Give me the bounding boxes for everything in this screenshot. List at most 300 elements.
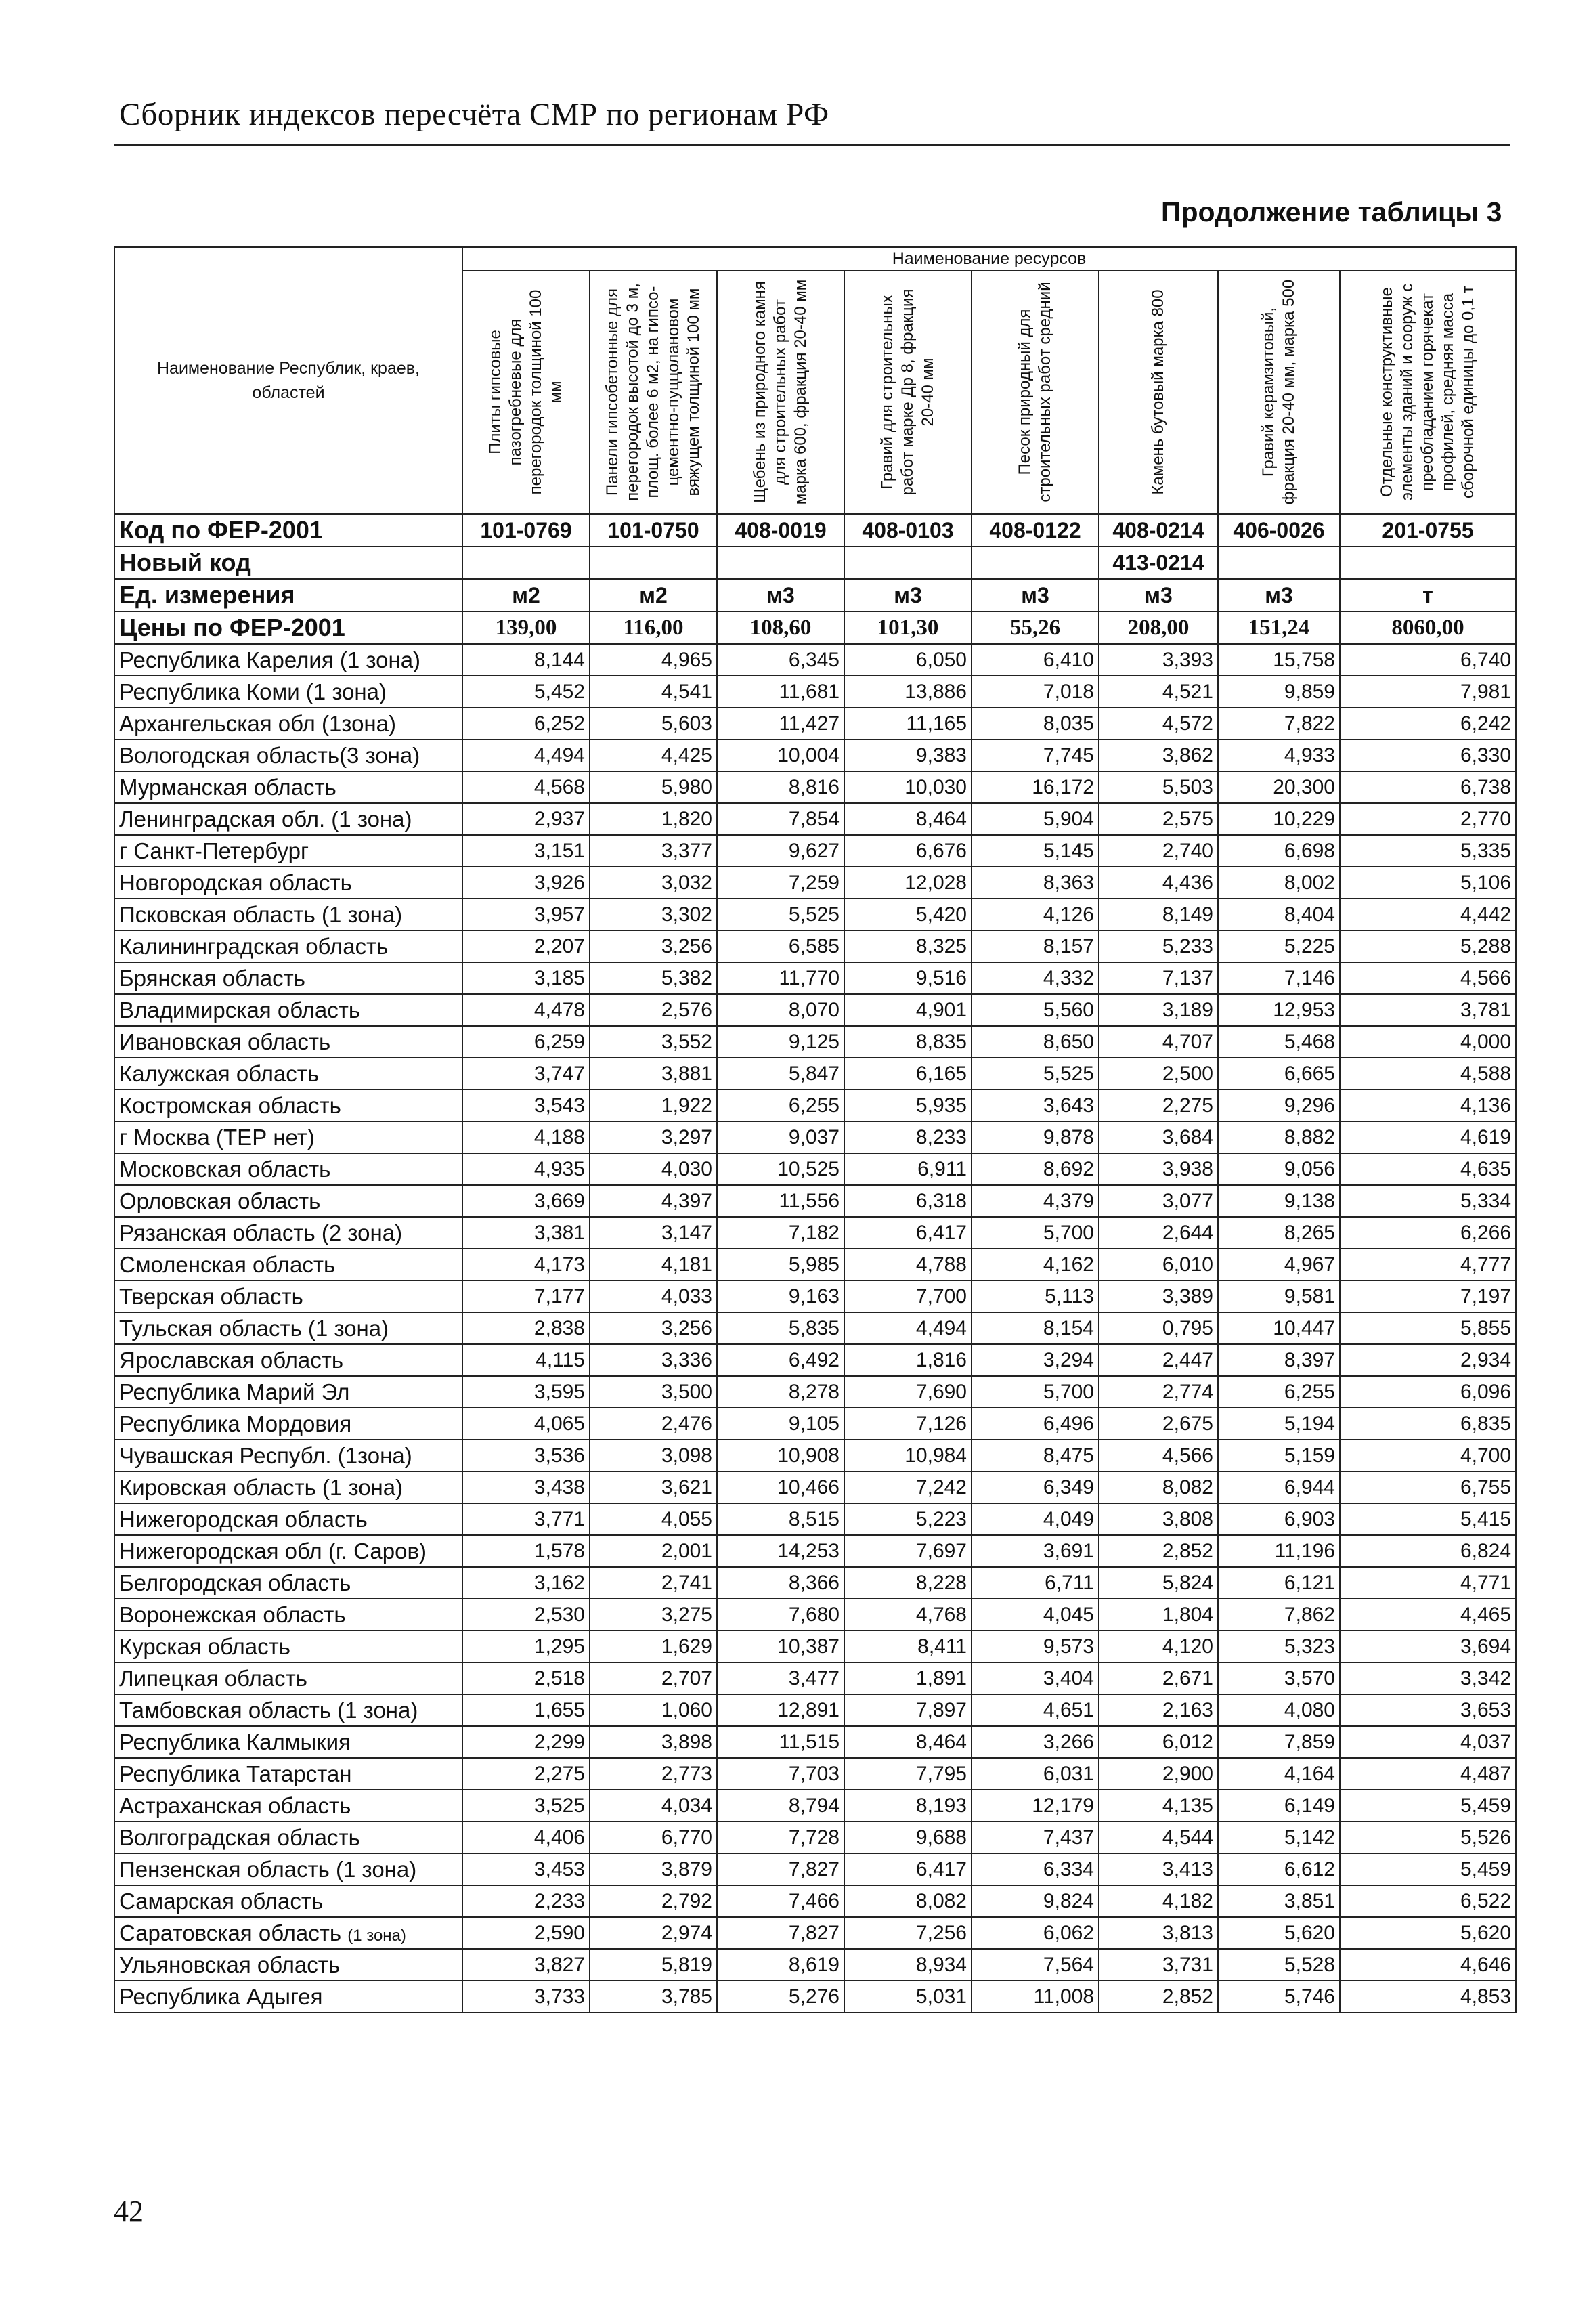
table-row	[114, 1217, 1516, 1249]
index-value: 12,179	[972, 1790, 1099, 1822]
new-code-cell	[1340, 546, 1516, 579]
index-value: 3,147	[590, 1217, 717, 1249]
index-value: 3,275	[590, 1599, 717, 1631]
index-value: 3,294	[972, 1344, 1099, 1376]
region-name-text: Пензенская область (1 зона)	[119, 1856, 417, 1882]
index-value: 4,332	[972, 962, 1099, 994]
index-value: 4,588	[1340, 1058, 1516, 1090]
table-row	[114, 1885, 1516, 1917]
index-value: 8,464	[844, 1726, 972, 1758]
region-name	[114, 1344, 462, 1376]
index-value: 2,518	[462, 1662, 590, 1694]
index-value: 8,464	[844, 803, 972, 835]
fer-price-cell: 151,24	[1218, 611, 1340, 644]
index-value: 3,077	[1099, 1185, 1218, 1217]
index-value: 4,635	[1340, 1153, 1516, 1185]
index-value: 3,185	[462, 962, 590, 994]
index-value: 4,933	[1218, 739, 1340, 771]
index-value: 9,859	[1218, 676, 1340, 708]
index-value: 5,334	[1340, 1185, 1516, 1217]
index-value: 3,881	[590, 1058, 717, 1090]
index-value: 8,835	[844, 1026, 972, 1058]
region-name-text: Республика Карелия (1 зона)	[119, 647, 421, 672]
table-row	[114, 930, 1516, 962]
fer-code-cell: 408-0214	[1099, 514, 1218, 546]
table-row	[114, 1440, 1516, 1471]
index-value: 8,366	[717, 1567, 844, 1599]
index-value: 9,056	[1218, 1153, 1340, 1185]
table-row	[114, 1949, 1516, 1981]
index-value: 7,182	[717, 1217, 844, 1249]
index-value: 5,746	[1218, 1981, 1340, 2013]
fer-code-cell: 201-0755	[1340, 514, 1516, 546]
index-value: 9,296	[1218, 1090, 1340, 1121]
index-value: 4,566	[1340, 962, 1516, 994]
index-value: 8,475	[972, 1440, 1099, 1471]
index-value: 2,671	[1099, 1662, 1218, 1694]
index-value: 5,288	[1340, 930, 1516, 962]
index-value: 11,770	[717, 962, 844, 994]
region-name	[114, 1885, 462, 1917]
index-value: 6,349	[972, 1471, 1099, 1503]
index-value: 4,707	[1099, 1026, 1218, 1058]
index-value: 3,342	[1340, 1662, 1516, 1694]
region-name	[114, 1535, 462, 1567]
region-name	[114, 994, 462, 1026]
index-value: 10,387	[717, 1631, 844, 1662]
resource-column-header	[972, 270, 1099, 514]
index-value: 12,028	[844, 867, 972, 899]
index-value: 4,120	[1099, 1631, 1218, 1662]
index-value: 8,325	[844, 930, 972, 962]
region-name	[114, 962, 462, 994]
index-value: 4,000	[1340, 1026, 1516, 1058]
region-name	[114, 1662, 462, 1694]
region-column-header: Наименование Республик, краев, областей	[114, 247, 462, 514]
index-value: 16,172	[972, 771, 1099, 803]
region-name-text: Мурманская область	[119, 774, 336, 800]
fer-code-cell: 408-0122	[972, 514, 1099, 546]
index-value: 2,207	[462, 930, 590, 962]
index-value: 4,967	[1218, 1249, 1340, 1281]
index-value: 3,552	[590, 1026, 717, 1058]
fer-price-cell: 8060,00	[1340, 611, 1516, 644]
index-value: 3,684	[1099, 1121, 1218, 1153]
table-row	[114, 1790, 1516, 1822]
table-row	[114, 1758, 1516, 1790]
region-name	[114, 708, 462, 739]
header-rule	[114, 144, 1510, 146]
index-value: 7,728	[717, 1822, 844, 1853]
index-value: 1,060	[590, 1694, 717, 1726]
index-value: 4,853	[1340, 1981, 1516, 2013]
index-value: 8,397	[1218, 1344, 1340, 1376]
table-row	[114, 1853, 1516, 1885]
index-value: 2,838	[462, 1312, 590, 1344]
index-value: 3,862	[1099, 739, 1218, 771]
region-name	[114, 1376, 462, 1408]
index-value: 1,922	[590, 1090, 717, 1121]
region-name	[114, 1567, 462, 1599]
index-value: 7,137	[1099, 962, 1218, 994]
region-name	[114, 1121, 462, 1153]
region-name	[114, 1694, 462, 1726]
index-value: 3,032	[590, 867, 717, 899]
index-value: 2,773	[590, 1758, 717, 1790]
index-value: 4,164	[1218, 1758, 1340, 1790]
index-value: 2,644	[1099, 1217, 1218, 1249]
table-row	[114, 803, 1516, 835]
index-value: 3,808	[1099, 1503, 1218, 1535]
index-value: 5,503	[1099, 771, 1218, 803]
index-value: 9,383	[844, 739, 972, 771]
index-value: 5,452	[462, 676, 590, 708]
region-name-text: Республика Коми (1 зона)	[119, 679, 387, 704]
index-value: 6,165	[844, 1058, 972, 1090]
table-row	[114, 1185, 1516, 1217]
index-value: 6,031	[972, 1758, 1099, 1790]
unit-cell: т	[1340, 579, 1516, 611]
index-value: 8,265	[1218, 1217, 1340, 1249]
row-label: Код по ФЕР-2001	[114, 514, 462, 546]
region-name	[114, 644, 462, 676]
table-row	[114, 867, 1516, 899]
index-value: 8,002	[1218, 867, 1340, 899]
region-name-text: Белгородская область	[119, 1570, 351, 1595]
index-value: 1,578	[462, 1535, 590, 1567]
table-row	[114, 835, 1516, 867]
region-name-text: Республика Адыгея	[119, 1983, 323, 2009]
region-name	[114, 1058, 462, 1090]
resource-column-header	[590, 270, 717, 514]
running-header: Сборник индексов пересчёта СМР по регионам РФ	[119, 97, 829, 132]
index-value: 4,768	[844, 1599, 972, 1631]
resource-column-header	[717, 270, 844, 514]
index-value: 7,897	[844, 1694, 972, 1726]
index-value: 2,447	[1099, 1344, 1218, 1376]
index-value: 3,643	[972, 1090, 1099, 1121]
resource-name: Песок природный для строительных работ средний	[1016, 282, 1054, 502]
index-value: 2,675	[1099, 1408, 1218, 1440]
index-value: 4,521	[1099, 676, 1218, 708]
index-value: 10,447	[1218, 1312, 1340, 1344]
index-value: 4,572	[1099, 708, 1218, 739]
index-value: 3,570	[1218, 1662, 1340, 1694]
index-value: 4,777	[1340, 1249, 1516, 1281]
region-name-text: Ивановская область	[119, 1029, 331, 1054]
table-row	[114, 1535, 1516, 1567]
resource-column-header	[462, 270, 590, 514]
index-value: 8,233	[844, 1121, 972, 1153]
index-value: 10,908	[717, 1440, 844, 1471]
table-row	[114, 676, 1516, 708]
index-value: 6,698	[1218, 835, 1340, 867]
index-value: 3,771	[462, 1503, 590, 1535]
table-row	[114, 1917, 1516, 1949]
index-value: 6,522	[1340, 1885, 1516, 1917]
index-value: 3,926	[462, 867, 590, 899]
fer-price-cell: 108,60	[717, 611, 844, 644]
resources-group-header: Наименование ресурсов	[462, 247, 1516, 270]
index-value: 3,266	[972, 1726, 1099, 1758]
index-value: 8,144	[462, 644, 590, 676]
index-value: 5,700	[972, 1217, 1099, 1249]
index-value: 6,417	[844, 1217, 972, 1249]
row-label: Ед. измерения	[114, 579, 462, 611]
region-name-text: Республика Марий Эл	[119, 1379, 350, 1404]
index-value: 2,530	[462, 1599, 590, 1631]
index-value: 8,650	[972, 1026, 1099, 1058]
region-name-text: Калининградская область	[119, 933, 389, 959]
table-row	[114, 1726, 1516, 1758]
index-value: 6,010	[1099, 1249, 1218, 1281]
new-code-cell	[590, 546, 717, 579]
index-value: 9,163	[717, 1281, 844, 1312]
index-value: 5,031	[844, 1981, 972, 2013]
index-value: 7,827	[717, 1853, 844, 1885]
unit-cell: м3	[972, 579, 1099, 611]
index-value: 9,516	[844, 962, 972, 994]
fer-price-cell: 139,00	[462, 611, 590, 644]
index-value: 6,149	[1218, 1790, 1340, 1822]
unit-cell: м3	[844, 579, 972, 611]
index-value: 2,707	[590, 1662, 717, 1694]
table-row	[114, 739, 1516, 771]
index-value: 4,379	[972, 1185, 1099, 1217]
index-value: 5,526	[1340, 1822, 1516, 1853]
index-value: 4,045	[972, 1599, 1099, 1631]
region-name-text: Вологодская область(3 зона)	[119, 742, 420, 768]
index-value: 6,334	[972, 1853, 1099, 1885]
region-name	[114, 1758, 462, 1790]
index-value: 3,151	[462, 835, 590, 867]
fer-code-cell: 101-0769	[462, 514, 590, 546]
index-value: 2,500	[1099, 1058, 1218, 1090]
index-value: 3,453	[462, 1853, 590, 1885]
index-value: 6,252	[462, 708, 590, 739]
region-name	[114, 1217, 462, 1249]
index-value: 4,173	[462, 1249, 590, 1281]
index-value: 5,847	[717, 1058, 844, 1090]
index-value: 8,363	[972, 867, 1099, 899]
table-row	[114, 1471, 1516, 1503]
index-value: 7,981	[1340, 676, 1516, 708]
fer-code-cell: 406-0026	[1218, 514, 1340, 546]
index-value: 3,595	[462, 1376, 590, 1408]
index-value: 4,115	[462, 1344, 590, 1376]
index-value: 14,253	[717, 1535, 844, 1567]
index-value: 1,655	[462, 1694, 590, 1726]
index-value: 7,177	[462, 1281, 590, 1312]
row-label: Цены по ФЕР-2001	[114, 611, 462, 644]
region-name	[114, 676, 462, 708]
index-value: 2,476	[590, 1408, 717, 1440]
index-value: 6,259	[462, 1026, 590, 1058]
index-value: 3,393	[1099, 644, 1218, 676]
region-name	[114, 899, 462, 930]
table-row	[114, 1631, 1516, 1662]
region-name-text: Ленинградская обл. (1 зона)	[119, 806, 412, 832]
index-value: 5,194	[1218, 1408, 1340, 1440]
index-value: 8,404	[1218, 899, 1340, 930]
region-name	[114, 1440, 462, 1471]
index-value: 4,049	[972, 1503, 1099, 1535]
index-value: 9,037	[717, 1121, 844, 1153]
index-value: 9,581	[1218, 1281, 1340, 1312]
index-value: 6,770	[590, 1822, 717, 1853]
region-name	[114, 1249, 462, 1281]
resource-column-header	[1099, 270, 1218, 514]
index-value: 7,745	[972, 739, 1099, 771]
new-code-cell	[717, 546, 844, 579]
index-value: 13,886	[844, 676, 972, 708]
index-value: 2,275	[1099, 1090, 1218, 1121]
index-value: 20,300	[1218, 771, 1340, 803]
region-name	[114, 1408, 462, 1440]
index-value: 8,816	[717, 771, 844, 803]
fer-code-cell: 408-0103	[844, 514, 972, 546]
index-value: 5,980	[590, 771, 717, 803]
index-value: 7,466	[717, 1885, 844, 1917]
index-value: 5,159	[1218, 1440, 1340, 1471]
region-name-text: Нижегородская обл (г. Саров)	[119, 1538, 427, 1564]
table-row	[114, 1121, 1516, 1153]
index-value: 6,012	[1099, 1726, 1218, 1758]
index-value: 10,525	[717, 1153, 844, 1185]
index-value: 3,669	[462, 1185, 590, 1217]
table-row	[114, 1026, 1516, 1058]
region-name	[114, 1822, 462, 1853]
index-value: 6,665	[1218, 1058, 1340, 1090]
table-row	[114, 1662, 1516, 1694]
index-value: 11,008	[972, 1981, 1099, 2013]
index-value: 15,758	[1218, 644, 1340, 676]
index-value: 6,266	[1340, 1217, 1516, 1249]
resource-name: Щебень из природного камня для строительных работ марка 600, фракция 20-40 мм	[751, 279, 810, 505]
index-value: 4,080	[1218, 1694, 1340, 1726]
index-value: 4,494	[462, 739, 590, 771]
index-value: 5,525	[972, 1058, 1099, 1090]
index-value: 4,442	[1340, 899, 1516, 930]
region-name-text: Тульская область (1 зона)	[119, 1315, 389, 1341]
region-name	[114, 1281, 462, 1312]
table-row	[114, 644, 1516, 676]
resource-column-header	[1340, 270, 1516, 514]
index-value: 3,785	[590, 1981, 717, 2013]
index-value: 6,676	[844, 835, 972, 867]
region-name-text: Смоленская область	[119, 1251, 336, 1277]
fer-code-row	[114, 514, 1516, 546]
region-name-text: Московская область	[119, 1156, 331, 1182]
index-value: 9,878	[972, 1121, 1099, 1153]
index-value: 2,275	[462, 1758, 590, 1790]
index-value: 5,145	[972, 835, 1099, 867]
region-name-text: Архангельская обл (1зона)	[119, 710, 396, 736]
index-value: 2,590	[462, 1917, 590, 1949]
unit-cell: м3	[1099, 579, 1218, 611]
index-value: 11,556	[717, 1185, 844, 1217]
index-value: 9,688	[844, 1822, 972, 1853]
unit-row	[114, 579, 1516, 611]
index-value: 7,859	[1218, 1726, 1340, 1758]
fer-price-cell: 55,26	[972, 611, 1099, 644]
index-value: 1,804	[1099, 1599, 1218, 1631]
index-value: 6,738	[1340, 771, 1516, 803]
fer-code-cell: 408-0019	[717, 514, 844, 546]
unit-cell: м3	[1218, 579, 1340, 611]
region-name-text: Костромская область	[119, 1092, 341, 1118]
index-value: 7,259	[717, 867, 844, 899]
index-value: 2,774	[1099, 1376, 1218, 1408]
index-value: 5,276	[717, 1981, 844, 2013]
index-value: 4,935	[462, 1153, 590, 1185]
index-value: 4,037	[1340, 1726, 1516, 1758]
row-label: Новый код	[114, 546, 462, 579]
index-value: 5,142	[1218, 1822, 1340, 1853]
index-value: 6,740	[1340, 644, 1516, 676]
index-value: 2,575	[1099, 803, 1218, 835]
index-value: 3,747	[462, 1058, 590, 1090]
index-value: 3,302	[590, 899, 717, 930]
index-value: 3,256	[590, 930, 717, 962]
index-value: 3,879	[590, 1853, 717, 1885]
page-number: 42	[114, 2195, 144, 2228]
index-value: 3,694	[1340, 1631, 1516, 1662]
region-name-text: Ульяновская область	[119, 1952, 341, 1977]
index-value: 6,496	[972, 1408, 1099, 1440]
index-value: 3,543	[462, 1090, 590, 1121]
index-value: 4,494	[844, 1312, 972, 1344]
index-value: 4,619	[1340, 1121, 1516, 1153]
index-value: 5,223	[844, 1503, 972, 1535]
index-value: 6,944	[1218, 1471, 1340, 1503]
index-value: 1,816	[844, 1344, 972, 1376]
index-value: 6,050	[844, 644, 972, 676]
unit-cell: м2	[590, 579, 717, 611]
table-row	[114, 1249, 1516, 1281]
region-name	[114, 803, 462, 835]
index-value: 7,242	[844, 1471, 972, 1503]
index-value: 3,536	[462, 1440, 590, 1471]
index-value: 10,004	[717, 739, 844, 771]
index-value: 8,149	[1099, 899, 1218, 930]
new-code-cell	[972, 546, 1099, 579]
index-value: 6,492	[717, 1344, 844, 1376]
index-value: 9,627	[717, 835, 844, 867]
index-value: 2,792	[590, 1885, 717, 1917]
index-value: 6,330	[1340, 739, 1516, 771]
region-name-text: Новгородская область	[119, 869, 352, 895]
index-value: 3,256	[590, 1312, 717, 1344]
index-value: 8,934	[844, 1949, 972, 1981]
new-code-cell	[1218, 546, 1340, 579]
fer-price-cell: 116,00	[590, 611, 717, 644]
index-value: 6,255	[717, 1090, 844, 1121]
index-value: 5,824	[1099, 1567, 1218, 1599]
index-value: 6,711	[972, 1567, 1099, 1599]
index-value: 3,733	[462, 1981, 590, 2013]
index-value: 2,770	[1340, 803, 1516, 835]
index-value: 2,974	[590, 1917, 717, 1949]
index-value: 4,055	[590, 1503, 717, 1535]
index-value: 6,612	[1218, 1853, 1340, 1885]
region-name	[114, 930, 462, 962]
index-value: 7,680	[717, 1599, 844, 1631]
index-value: 6,410	[972, 644, 1099, 676]
fer-price-cell: 208,00	[1099, 611, 1218, 644]
index-value: 2,741	[590, 1567, 717, 1599]
index-value: 2,852	[1099, 1535, 1218, 1567]
